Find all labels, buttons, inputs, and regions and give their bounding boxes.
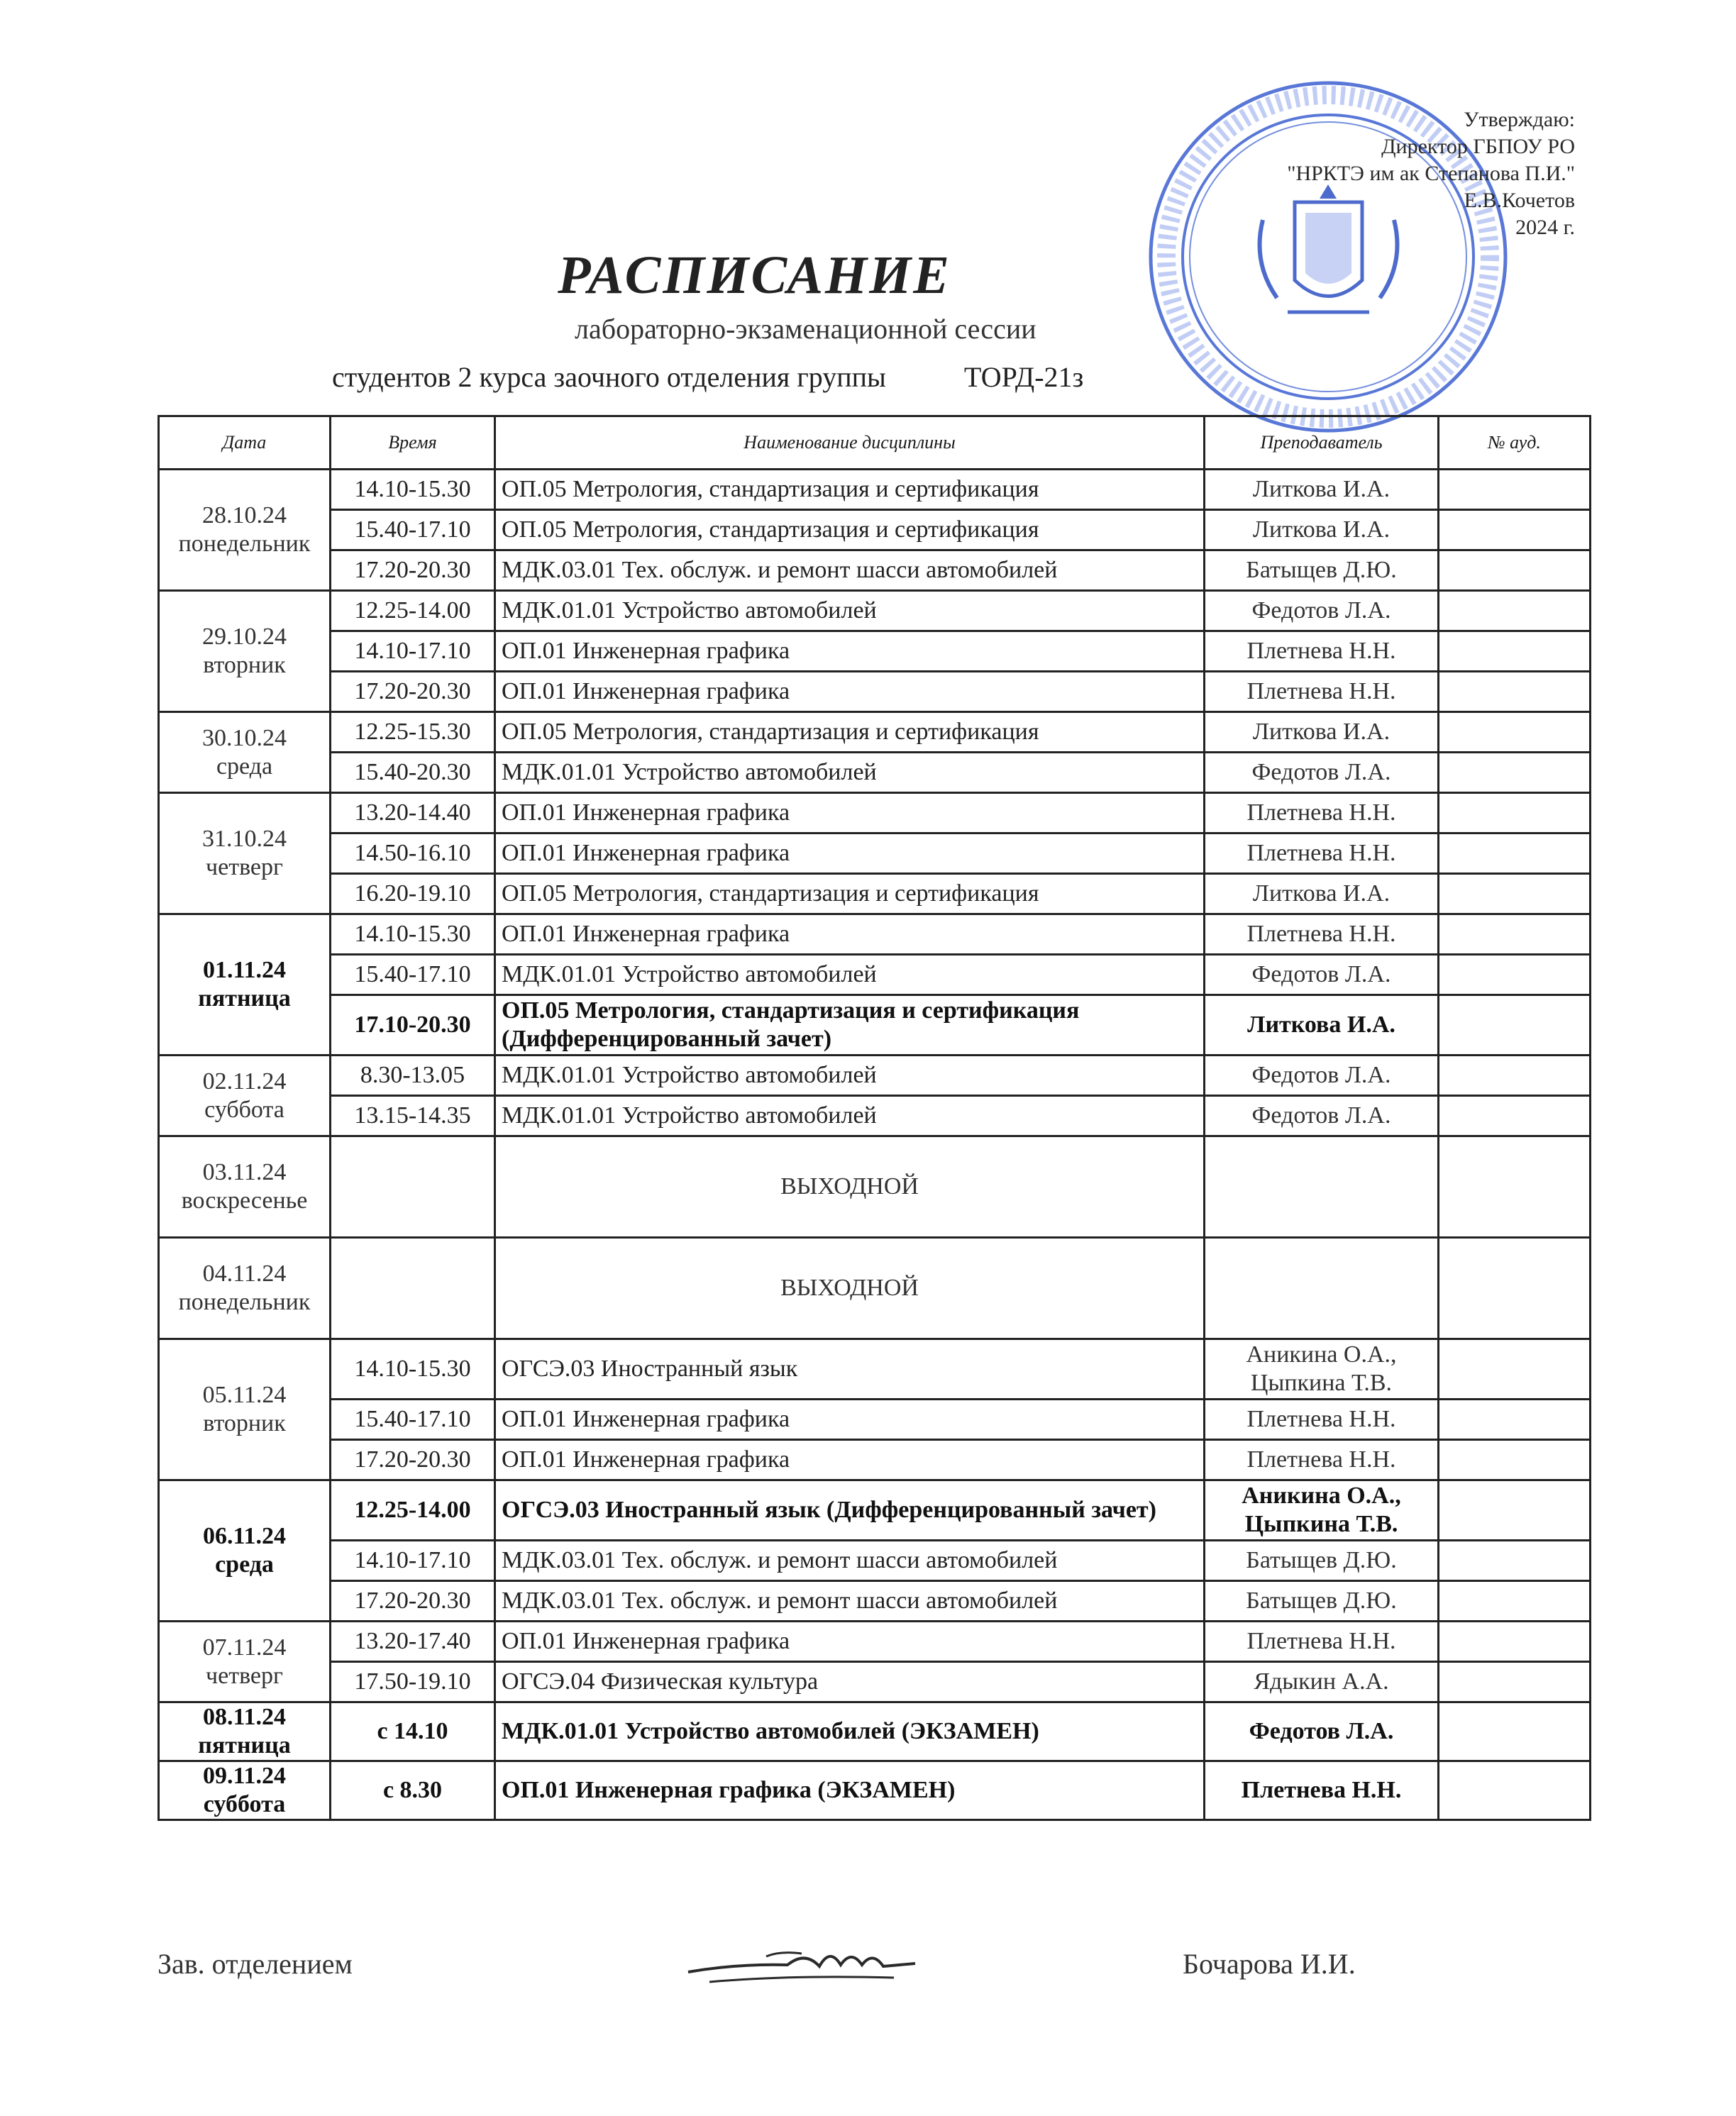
teacher-cell: Федотов Л.А.: [1205, 1096, 1439, 1136]
table-row: [159, 550, 1591, 591]
subject-cell: МДК.01.01 Устройство автомобилей: [495, 1096, 1205, 1136]
group-name: ТОРД-21з: [963, 361, 1084, 393]
room-cell: [1439, 712, 1591, 753]
room-cell: [1439, 995, 1591, 1056]
title-block: [0, 245, 1736, 306]
teacher-cell: Плетнева Н.Н.: [1205, 1622, 1439, 1662]
room-cell: [1439, 1440, 1591, 1480]
day-date: 28.10.24: [202, 502, 287, 528]
subtitle-students: [332, 360, 1083, 394]
day-off-label: ВЫХОДНОЙ: [495, 1238, 1205, 1339]
room-cell: [1439, 914, 1591, 955]
room-cell: [1439, 1622, 1591, 1662]
schedule-table: [157, 415, 1591, 1821]
time-cell: 14.10-15.30: [331, 1339, 495, 1400]
subject-cell: ОП.01 Инженерная графика: [495, 1622, 1205, 1662]
subject-cell: ОП.01 Инженерная графика (ЭКЗАМЕН): [495, 1761, 1205, 1820]
day-date: 03.11.24: [202, 1159, 287, 1185]
table-row: [159, 1096, 1591, 1136]
schedule-body: [159, 470, 1591, 1820]
table-header-row: [159, 416, 1591, 470]
table-row: [159, 1702, 1591, 1761]
room-cell: [1439, 1662, 1591, 1702]
time-cell: 16.20-19.10: [331, 874, 495, 914]
day-date-cell: [159, 1238, 331, 1339]
table-row: [159, 753, 1591, 793]
day-date: 07.11.24: [202, 1634, 287, 1661]
day-date-cell: [159, 914, 331, 1056]
day-date-cell: [159, 1136, 331, 1238]
approval-line: Директор ГБПОУ РО: [1381, 135, 1575, 158]
teacher-cell: Батыщев Д.Ю.: [1205, 550, 1439, 591]
time-cell: 15.40-17.10: [331, 510, 495, 550]
table-row: [159, 1622, 1591, 1662]
teacher-cell: Федотов Л.А.: [1205, 1056, 1439, 1096]
teacher-cell: Федотов Л.А.: [1205, 955, 1439, 995]
time-cell: 17.20-20.30: [331, 1581, 495, 1622]
table-row: [159, 1136, 1591, 1238]
time-cell: с 8.30: [331, 1761, 495, 1820]
day-date-cell: [159, 712, 331, 793]
day-weekday: вторник: [203, 1410, 286, 1436]
teacher-cell: Литкова И.А.: [1205, 510, 1439, 550]
table-row: [159, 833, 1591, 874]
teacher-cell: Федотов Л.А.: [1205, 1702, 1439, 1761]
page-title: РАСПИСАНИЕ: [558, 245, 951, 305]
subject-cell: МДК.01.01 Устройство автомобилей (ЭКЗАМЕН): [495, 1702, 1205, 1761]
day-weekday: вторник: [203, 652, 286, 678]
subject-cell: ОП.01 Инженерная графика: [495, 914, 1205, 955]
teacher-cell: Ядыкин А.А.: [1205, 1662, 1439, 1702]
room-cell: [1439, 1238, 1591, 1339]
day-weekday: четверг: [206, 1662, 283, 1689]
subject-cell: ОГСЭ.03 Иностранный язык: [495, 1339, 1205, 1400]
table-row: [159, 1339, 1591, 1400]
subject-cell: МДК.03.01 Тех. обслуж. и ремонт шасси автомобилей: [495, 550, 1205, 591]
table-row: [159, 631, 1591, 672]
table-row: [159, 712, 1591, 753]
approval-line: Утверждаю:: [1464, 108, 1575, 131]
subject-cell: ОП.05 Метрология, стандартизация и сертификация (Дифференцированный зачет): [495, 995, 1205, 1056]
room-cell: [1439, 510, 1591, 550]
teacher-cell: Литкова И.А.: [1205, 470, 1439, 510]
teacher-cell: Батыщев Д.Ю.: [1205, 1581, 1439, 1622]
header-teacher: Преподаватель: [1205, 416, 1439, 470]
room-cell: [1439, 550, 1591, 591]
day-weekday: пятница: [198, 1732, 291, 1758]
header-time: Время: [331, 416, 495, 470]
day-off-label: ВЫХОДНОЙ: [495, 1136, 1205, 1238]
subject-cell: ОП.01 Инженерная графика: [495, 631, 1205, 672]
signature-image: [681, 1922, 922, 2000]
room-cell: [1439, 1096, 1591, 1136]
day-date-cell: [159, 1480, 331, 1622]
time-cell: 13.20-14.40: [331, 793, 495, 833]
subject-cell: ОП.05 Метрология, стандартизация и сертификация: [495, 470, 1205, 510]
subject-cell: ОП.01 Инженерная графика: [495, 672, 1205, 712]
teacher-cell: Плетнева Н.Н.: [1205, 631, 1439, 672]
time-cell: с 14.10: [331, 1702, 495, 1761]
day-date: 09.11.24: [202, 1763, 287, 1789]
approval-line: "НРКТЭ им ак Степанова П.И.": [1287, 162, 1575, 185]
room-cell: [1439, 1541, 1591, 1581]
day-date-cell: [159, 1339, 331, 1480]
room-cell: [1439, 1702, 1591, 1761]
time-cell: 15.40-17.10: [331, 1400, 495, 1440]
subject-cell: ОП.01 Инженерная графика: [495, 1440, 1205, 1480]
teacher-cell: [1205, 1136, 1439, 1238]
day-date: 08.11.24: [202, 1704, 287, 1730]
day-date: 29.10.24: [202, 624, 287, 650]
time-cell: 14.50-16.10: [331, 833, 495, 874]
time-cell: 14.10-15.30: [331, 470, 495, 510]
subject-cell: МДК.01.01 Устройство автомобилей: [495, 591, 1205, 631]
day-weekday: воскресенье: [181, 1187, 308, 1214]
day-date-cell: [159, 470, 331, 591]
room-cell: [1439, 1339, 1591, 1400]
time-cell: 14.10-17.10: [331, 1541, 495, 1581]
time-cell: 17.50-19.10: [331, 1662, 495, 1702]
time-cell: 17.10-20.30: [331, 995, 495, 1056]
header-date: Дата: [159, 416, 331, 470]
day-weekday: среда: [215, 1551, 274, 1578]
room-cell: [1439, 1400, 1591, 1440]
room-cell: [1439, 753, 1591, 793]
table-row: [159, 591, 1591, 631]
room-cell: [1439, 833, 1591, 874]
time-cell: 14.10-15.30: [331, 914, 495, 955]
teacher-cell: Плетнева Н.Н.: [1205, 793, 1439, 833]
table-row: [159, 874, 1591, 914]
table-row: [159, 1400, 1591, 1440]
subject-cell: ОП.05 Метрология, стандартизация и сертификация: [495, 510, 1205, 550]
day-date-cell: [159, 1056, 331, 1136]
subject-cell: ОП.05 Метрология, стандартизация и сертификация: [495, 712, 1205, 753]
day-date: 01.11.24: [202, 957, 287, 983]
day-weekday: суббота: [203, 1791, 286, 1817]
time-cell: 12.25-14.00: [331, 1480, 495, 1541]
day-weekday: четверг: [206, 854, 283, 880]
header-subject: Наименование дисциплины: [495, 416, 1205, 470]
time-cell: 12.25-14.00: [331, 591, 495, 631]
day-weekday: пятница: [198, 985, 291, 1012]
room-cell: [1439, 470, 1591, 510]
subject-cell: ОГСЭ.03 Иностранный язык (Дифференцированный зачет): [495, 1480, 1205, 1541]
table-row: [159, 995, 1591, 1056]
table-row: [159, 1541, 1591, 1581]
teacher-cell: Литкова И.А.: [1205, 874, 1439, 914]
time-cell: 12.25-15.30: [331, 712, 495, 753]
table-row: [159, 1662, 1591, 1702]
teacher-cell: Федотов Л.А.: [1205, 753, 1439, 793]
room-cell: [1439, 591, 1591, 631]
approval-block: [1178, 106, 1575, 241]
teacher-cell: Литкова И.А.: [1205, 712, 1439, 753]
day-date: 06.11.24: [202, 1523, 287, 1549]
subject-cell: МДК.01.01 Устройство автомобилей: [495, 753, 1205, 793]
teacher-cell: Плетнева Н.Н.: [1205, 1440, 1439, 1480]
room-cell: [1439, 1480, 1591, 1541]
time-cell: 8.30-13.05: [331, 1056, 495, 1096]
header-room: № ауд.: [1439, 416, 1591, 470]
day-date-cell: [159, 1622, 331, 1702]
time-cell: 13.15-14.35: [331, 1096, 495, 1136]
room-cell: [1439, 1761, 1591, 1820]
time-cell: 17.20-20.30: [331, 672, 495, 712]
subject-cell: ОГСЭ.04 Физическая культура: [495, 1662, 1205, 1702]
room-cell: [1439, 1056, 1591, 1096]
time-cell: [331, 1238, 495, 1339]
room-cell: [1439, 1581, 1591, 1622]
subject-cell: ОП.05 Метрология, стандартизация и сертификация: [495, 874, 1205, 914]
subtitle-session: лабораторно-экзаменационной сессии: [575, 313, 1036, 345]
day-date: 31.10.24: [202, 826, 287, 852]
time-cell: 14.10-17.10: [331, 631, 495, 672]
time-cell: 13.20-17.40: [331, 1622, 495, 1662]
teacher-cell: Батыщев Д.Ю.: [1205, 1541, 1439, 1581]
table-row: [159, 1238, 1591, 1339]
day-date: 30.10.24: [202, 724, 287, 751]
table-row: [159, 672, 1591, 712]
room-cell: [1439, 1136, 1591, 1238]
subject-cell: ОП.01 Инженерная графика: [495, 833, 1205, 874]
table-row: [159, 1761, 1591, 1820]
room-cell: [1439, 793, 1591, 833]
subject-cell: МДК.01.01 Устройство автомобилей: [495, 1056, 1205, 1096]
approval-line: Е.В.Кочетов: [1464, 189, 1575, 212]
subject-cell: ОП.01 Инженерная графика: [495, 793, 1205, 833]
day-date-cell: [159, 1761, 331, 1820]
table-row: [159, 470, 1591, 510]
table-row: [159, 1440, 1591, 1480]
subject-cell: МДК.01.01 Устройство автомобилей: [495, 955, 1205, 995]
table-row: [159, 793, 1591, 833]
day-date: 05.11.24: [202, 1382, 287, 1408]
subject-cell: МДК.03.01 Тех. обслуж. и ремонт шасси автомобилей: [495, 1581, 1205, 1622]
day-date-cell: [159, 1702, 331, 1761]
day-date: 04.11.24: [202, 1261, 287, 1287]
teacher-cell: Плетнева Н.Н.: [1205, 672, 1439, 712]
day-date: 02.11.24: [202, 1068, 287, 1095]
teacher-cell: Аникина О.А., Цыпкина Т.В.: [1205, 1339, 1439, 1400]
room-cell: [1439, 672, 1591, 712]
room-cell: [1439, 874, 1591, 914]
footer-name: Бочарова И.И.: [1183, 1948, 1356, 1980]
day-date-cell: [159, 591, 331, 712]
teacher-cell: Плетнева Н.Н.: [1205, 833, 1439, 874]
room-cell: [1439, 955, 1591, 995]
footer-position: Зав. отделением: [157, 1948, 353, 1980]
time-cell: 15.40-17.10: [331, 955, 495, 995]
teacher-cell: Аникина О.А., Цыпкина Т.В.: [1205, 1480, 1439, 1541]
day-weekday: среда: [216, 753, 273, 780]
table-row: [159, 510, 1591, 550]
room-cell: [1439, 631, 1591, 672]
time-cell: [331, 1136, 495, 1238]
table-row: [159, 1056, 1591, 1096]
table-row: [159, 955, 1591, 995]
day-weekday: понедельник: [178, 1289, 311, 1315]
day-date-cell: [159, 793, 331, 914]
day-weekday: понедельник: [178, 531, 311, 557]
table-row: [159, 914, 1591, 955]
teacher-cell: Плетнева Н.Н.: [1205, 1400, 1439, 1440]
teacher-cell: Федотов Л.А.: [1205, 591, 1439, 631]
time-cell: 15.40-20.30: [331, 753, 495, 793]
time-cell: 17.20-20.30: [331, 550, 495, 591]
time-cell: 17.20-20.30: [331, 1440, 495, 1480]
subject-cell: ОП.01 Инженерная графика: [495, 1400, 1205, 1440]
subtitle-students-text: студентов 2 курса заочного отделения группы: [332, 361, 886, 393]
teacher-cell: Литкова И.А.: [1205, 995, 1439, 1056]
table-row: [159, 1480, 1591, 1541]
teacher-cell: Плетнева Н.Н.: [1205, 914, 1439, 955]
teacher-cell: Плетнева Н.Н.: [1205, 1761, 1439, 1820]
subject-cell: МДК.03.01 Тех. обслуж. и ремонт шасси автомобилей: [495, 1541, 1205, 1581]
table-row: [159, 1581, 1591, 1622]
approval-line: 2024 г.: [1515, 216, 1575, 239]
teacher-cell: [1205, 1238, 1439, 1339]
day-weekday: суббота: [204, 1096, 284, 1123]
